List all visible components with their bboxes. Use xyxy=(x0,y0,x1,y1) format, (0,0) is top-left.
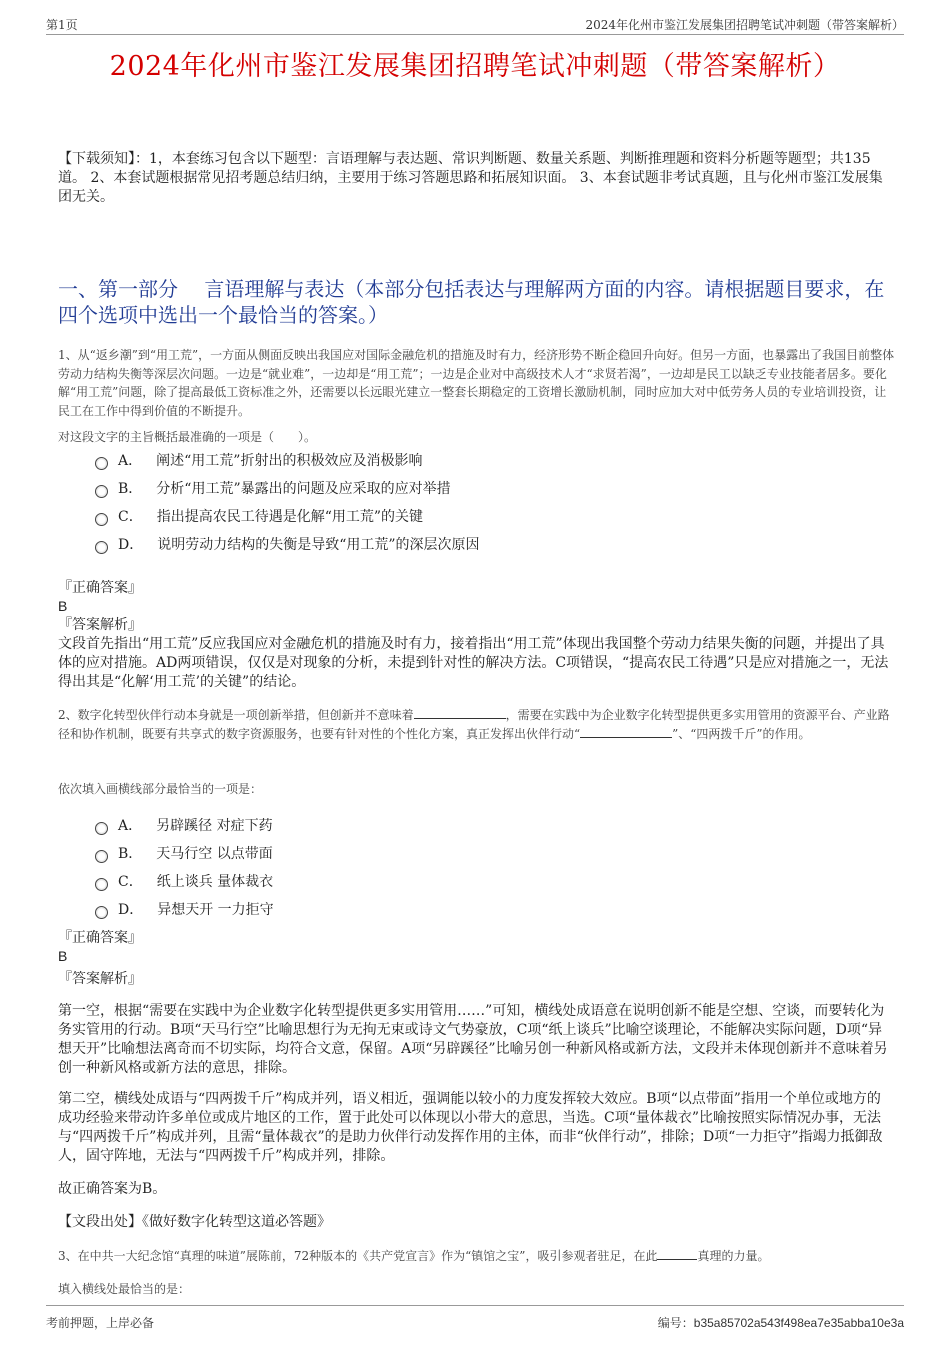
analysis-label: 『答案解析』 xyxy=(58,617,142,633)
option-a[interactable]: A． 另辟蹊径 对症下药 xyxy=(95,811,274,839)
fill-blank[interactable] xyxy=(580,725,672,738)
conclusion: 故正确答案为B。 xyxy=(58,1181,167,1197)
fill-blank[interactable] xyxy=(657,1247,697,1260)
option-d[interactable]: D． 说明劳动力结构的失衡是导致“用工荒”的深层次原因 xyxy=(95,530,480,558)
radio-icon[interactable] xyxy=(95,457,108,470)
question-1-stem: 1、从“返乡潮”到“用工荒”，一方面从侧面反映出我国应对国际金融危机的措施及时有力，经济形势不断企稳回升向好。但另一方面，也暴露出了我国目前整体劳动力结构失衡等深层次问题。一边是“就业难”，一边却是“用工荒”；一边是企业对中高级技术人才“求贤若渴”，一边却是民工以缺乏专业技能者居多。要化解“用工荒”问题，除了提高最低工资标准之外，还需要以长远眼光建立一整套长期稳定的工资增长激励机制，同时应加大对中低劳务人员的专业培训投资，让民工在工作中得到价值的不断提升。 xyxy=(58,348,895,418)
answer-label: 『正确答案』 xyxy=(58,580,142,596)
question-2-stem: 2、数字化转型伙伴行动本身就是一项创新举措，但创新并不意味着 ，需要在实践中为企业数字化转型提供更多实用管用的资源平台、产业路径和协作机制，既要有共享式的数字资源服务，也要有针对性的个性化方案，真正发挥出伙伴行动“ ”、“四两拨千斤”的作用。 xyxy=(58,708,890,741)
analysis-label: 『答案解析』 xyxy=(58,971,142,987)
document-code: 编号：b35a85702a543f498ea7e35abba10e3a xyxy=(657,1316,904,1330)
question-2-prompt: 依次填入画横线部分最恰当的一项是： xyxy=(58,782,263,796)
option-d[interactable]: D． 异想天开 一力拒守 xyxy=(95,895,274,923)
radio-icon[interactable] xyxy=(95,541,108,554)
radio-icon[interactable] xyxy=(95,485,108,498)
radio-icon[interactable] xyxy=(95,850,108,863)
page-footer xyxy=(46,1305,904,1332)
footer-slogan: 考前押题，上岸必备 xyxy=(46,1316,155,1330)
answer-value: B xyxy=(58,598,68,614)
question-1-prompt: 对这段文字的主旨概括最准确的一项是（ ）。 xyxy=(58,430,317,444)
option-c[interactable]: C． 指出提高农民工待遇是化解“用工荒”的关键 xyxy=(95,502,480,530)
fill-blank[interactable] xyxy=(414,706,506,719)
analysis-paragraph: 第一空，根据“需要在实践中为企业数字化转型提供更多实用管用……”可知，横线处成语意在说明创新不能是空想、空谈，而要转化为务实管用的行动。B项“天马行空”比喻思想行为无拘无束或诗文气势豪放，C项“纸上谈兵”比喻空谈理论，不能解决实际问题，D项“异想天开”比喻想法离奇而不切实际，均符合文意，保留。A项“另辟蹊径”比喻另创一种新风格或新方法，文段并未体现创新并不意味着另创一种新风格或新方法的意思，排除。 xyxy=(58,1003,888,1076)
source-citation: 【文段出处】《做好数字化转型这道必答题》 xyxy=(58,1214,331,1230)
analysis-paragraph: 第二空，横线处成语与“四两拨千斤”构成并列，语义相近，强调能以较小的力度发挥较大效应。B项“以点带面”指用一个单位或地方的成功经验来带动许多单位或成片地区的工作，置于此处可以体现以小带大的意思，当选。C项“量体裁衣”比喻按照实际情况办事，无法与“四两拨千斤”构成并列，且需“量体裁衣”的是助力伙伴行动发挥作用的主体，而非“伙伴行动”，排除；D项“一力拒守”指竭力抵御敌人，固守阵地，无法与“四两拨千斤”构成并列，排除。 xyxy=(58,1091,883,1164)
answer-value: B xyxy=(58,948,68,964)
option-a[interactable]: A． 阐述“用工荒”折射出的积极效应及消极影响 xyxy=(95,446,480,474)
header-doc-title: 2024年化州市鉴江发展集团招聘笔试冲刺题（带答案解析） xyxy=(585,18,904,32)
page-title: 2024年化州市鉴江发展集团招聘笔试冲刺题（带答案解析） xyxy=(109,51,841,82)
question-3-stem: 3、在中共一大纪念馆“真理的味道”展陈前，72种版本的《共产党宣言》作为“镇馆之宝”，吸引参观者驻足，在此 真理的力量。 xyxy=(58,1249,770,1263)
radio-icon[interactable] xyxy=(95,906,108,919)
page-number: 第1页 xyxy=(46,18,78,32)
option-c[interactable]: C． 纸上谈兵 量体裁衣 xyxy=(95,867,274,895)
download-notice: 【下载须知】：1，本套练习包含以下题型：言语理解与表达题、常识判断题、数量关系题、判断推理题和资料分析题等题型；共135道。 2、本套试题根据常见招考题总结归纳，主要用于练习答题思路和拓展知识面。 3、本套试题非考试真题，且与化州市鉴江发展集团无关。 xyxy=(58,151,883,205)
option-b[interactable]: B． 分析“用工荒”暴露出的问题及应采取的应对举措 xyxy=(95,474,480,502)
question-2-options xyxy=(95,811,274,923)
radio-icon[interactable] xyxy=(95,822,108,835)
question-3-prompt: 填入横线处最恰当的是： xyxy=(58,1282,191,1296)
option-b[interactable]: B． 天马行空 以点带面 xyxy=(95,839,274,867)
question-1-options xyxy=(95,446,480,558)
answer-label: 『正确答案』 xyxy=(58,930,142,946)
page-header xyxy=(46,14,904,35)
section-heading: 一、第一部分 言语理解与表达（本部分包括表达与理解两方面的内容。请根据题目要求，在四个选项中选出一个最恰当的答案。） xyxy=(58,277,885,327)
analysis-text: 文段首先指出“用工荒”反应我国应对金融危机的措施及时有力，接着指出“用工荒”体现出我国整个劳动力结果失衡的问题，并提出了具体的应对措施。AD两项错误，仅仅是对现象的分析，未提到针对性的解决方法。C项错误，“提高农民工待遇”只是应对措施之一，无法得出其是“化解‘用工荒’的关键”的结论。 xyxy=(58,636,889,690)
radio-icon[interactable] xyxy=(95,878,108,891)
radio-icon[interactable] xyxy=(95,513,108,526)
